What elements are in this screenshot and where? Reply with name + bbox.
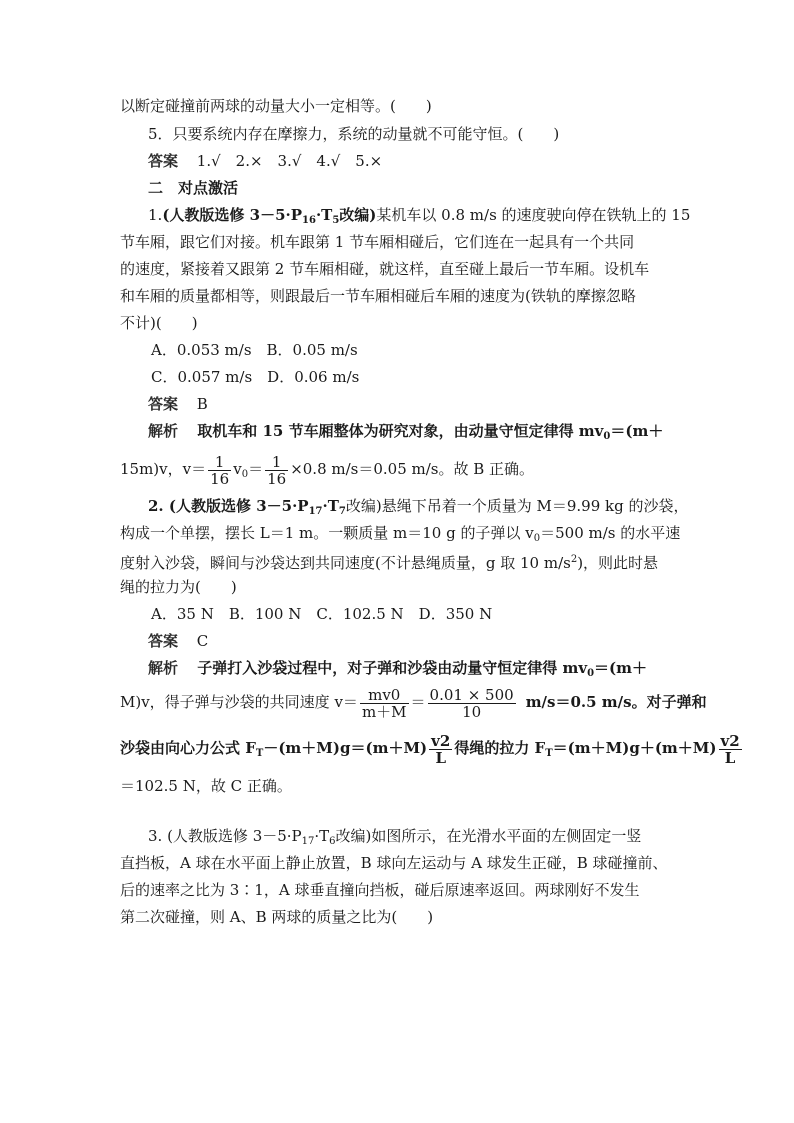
q3-line-2: 直挡板，A 球在水平面上静止放置，B 球向左运动与 A 球发生正碰，B 球碰撞前、 [120, 854, 668, 872]
answer-label: 答案 [148, 152, 179, 170]
q3-line-4: 第二次碰撞，则 A、B 两球的质量之比为( ) [120, 908, 434, 926]
q1-line-2: 节车厢，跟它们对接。机车跟第 1 节车厢相碰后，它们连在一起具有一个共同 [120, 233, 635, 251]
q3-line-3: 后的速率之比为 3∶1，A 球垂直撞向挡板，碰后原速率返回。两球刚好不发生 [120, 881, 640, 899]
answer-label: 答案 [148, 632, 179, 650]
q1-analysis-line-1: 解析 取机车和 15 节车厢整体为研究对象，由动量守恒定律得 $mv_0=(m+$ [148, 422, 664, 442]
analysis-label: 解析 [148, 659, 179, 677]
q2-source: 2. (人教版选修 $3-5\cdot P_{17}\cdot T_7$ [148, 497, 346, 517]
q1-line-5: 不计)( ) [120, 314, 198, 332]
q2-answer-value: C [196, 632, 209, 650]
q2-analysis-line-3: 沙袋由向心力公式 $F_T-(m+M)g=(m+M)$ $\frac{v2}{L}$ 得绳的拉力 $F_T=(m+M)g+(m+M)$ $\frac{v2}{L}$ [120, 731, 740, 767]
section-heading: 二 对点激活 [148, 179, 239, 197]
fraction: $\frac{v2}{L}$ [431, 731, 451, 767]
fraction: $\frac{1}{16}$ [210, 452, 230, 488]
q3-line-1: 3. (人教版选修 $3-5\cdot P_{17}\cdot T_6$改编)如图所示，在光滑水平面的左侧固定一竖 [148, 827, 642, 847]
analysis-label: 解析 [148, 422, 179, 440]
q2-analysis-line-4: ＝102.5 N，故 C 正确。 [120, 777, 292, 795]
q1-answer-value: B [196, 395, 208, 413]
question-5-line: 5．只要系统内存在摩擦力，系统的动量就不可能守恒。( ) [148, 125, 560, 143]
fraction: $\frac{1}{16}$ [267, 452, 287, 488]
answer-label: 答案 [148, 395, 179, 413]
q2-answer [148, 631, 208, 651]
fraction: $\frac{v2}{L}$ [720, 731, 740, 767]
q2-options: A．35 N B．100 N C．102.5 N D．350 N [151, 605, 493, 623]
paragraph-line: 以断定碰撞前两球的动量大小一定相等。( ) [120, 97, 432, 115]
answer-text: 1.√ 2.× 3.√ 4.√ 5.× [196, 152, 383, 170]
q1-line-1: 1.(人教版选修 $3-5\cdot P_{16}\cdot T_5$改编)某机车以 0.8 m/s 的速度驶向停在铁轨上的 15 [148, 206, 691, 226]
q2-line-3: 度射入沙袋，瞬间与沙袋达到共同速度(不计悬绳质量，g 取 10 $m/s^2$)，则此时悬 [120, 554, 659, 572]
q1-options-cd: C．0.057 m/s D．0.06 m/s [151, 368, 360, 386]
fraction: $\frac{0.01 \times 500}{10}$ [429, 685, 514, 721]
q1-options-ab: A．0.053 m/s B．0.05 m/s [151, 341, 358, 359]
answer-line [148, 151, 382, 171]
q1-number: 1. [148, 206, 163, 224]
q1-source: (人教版选修 $3-5\cdot P_{16}\cdot T_5$改编) [162, 206, 377, 226]
fraction: $\frac{mv0}{m+M}$ [361, 685, 407, 721]
q1-analysis-line-2: 15m)v，v＝ $\frac{1}{16}$ $v_0=$ $\frac{1}{16}$ ×0.8 m/s＝0.05 m/s。故 B 正确。 [120, 452, 535, 488]
q1-answer [148, 394, 208, 414]
q2-line-2: 构成一个单摆，摆长 L＝1 m。一颗质量 m＝10 g 的子弹以 $v_0=500$ m/s 的水平速 [120, 524, 681, 544]
q1-line-3: 的速度，紧接着又跟第 2 节车厢相碰，就这样，直至碰上最后一节车厢。设机车 [120, 260, 650, 278]
q1-line-4: 和车厢的质量都相等，则跟最后一节车厢相碰后车厢的速度为(铁轨的摩擦忽略 [120, 287, 636, 305]
q2-line-4: 绳的拉力为( ) [120, 578, 237, 596]
q2-analysis-line-1: 解析 子弹打入沙袋过程中，对子弹和沙袋由动量守恒定律得 $mv_0=(m+$ [148, 659, 648, 679]
q2-line-1: 2. (人教版选修 $3-5\cdot P_{17}\cdot T_7$改编)悬绳下吊着一个质量为 M＝9.99 kg 的沙袋， [148, 497, 689, 517]
q2-analysis-line-2: M)v，得子弹与沙袋的共同速度 v＝ $\frac{mv0}{m+M}$ ＝ $\frac{0.01 \times 500}{10}$ m/s＝0.5 m/s。对子弹和 [120, 685, 707, 721]
